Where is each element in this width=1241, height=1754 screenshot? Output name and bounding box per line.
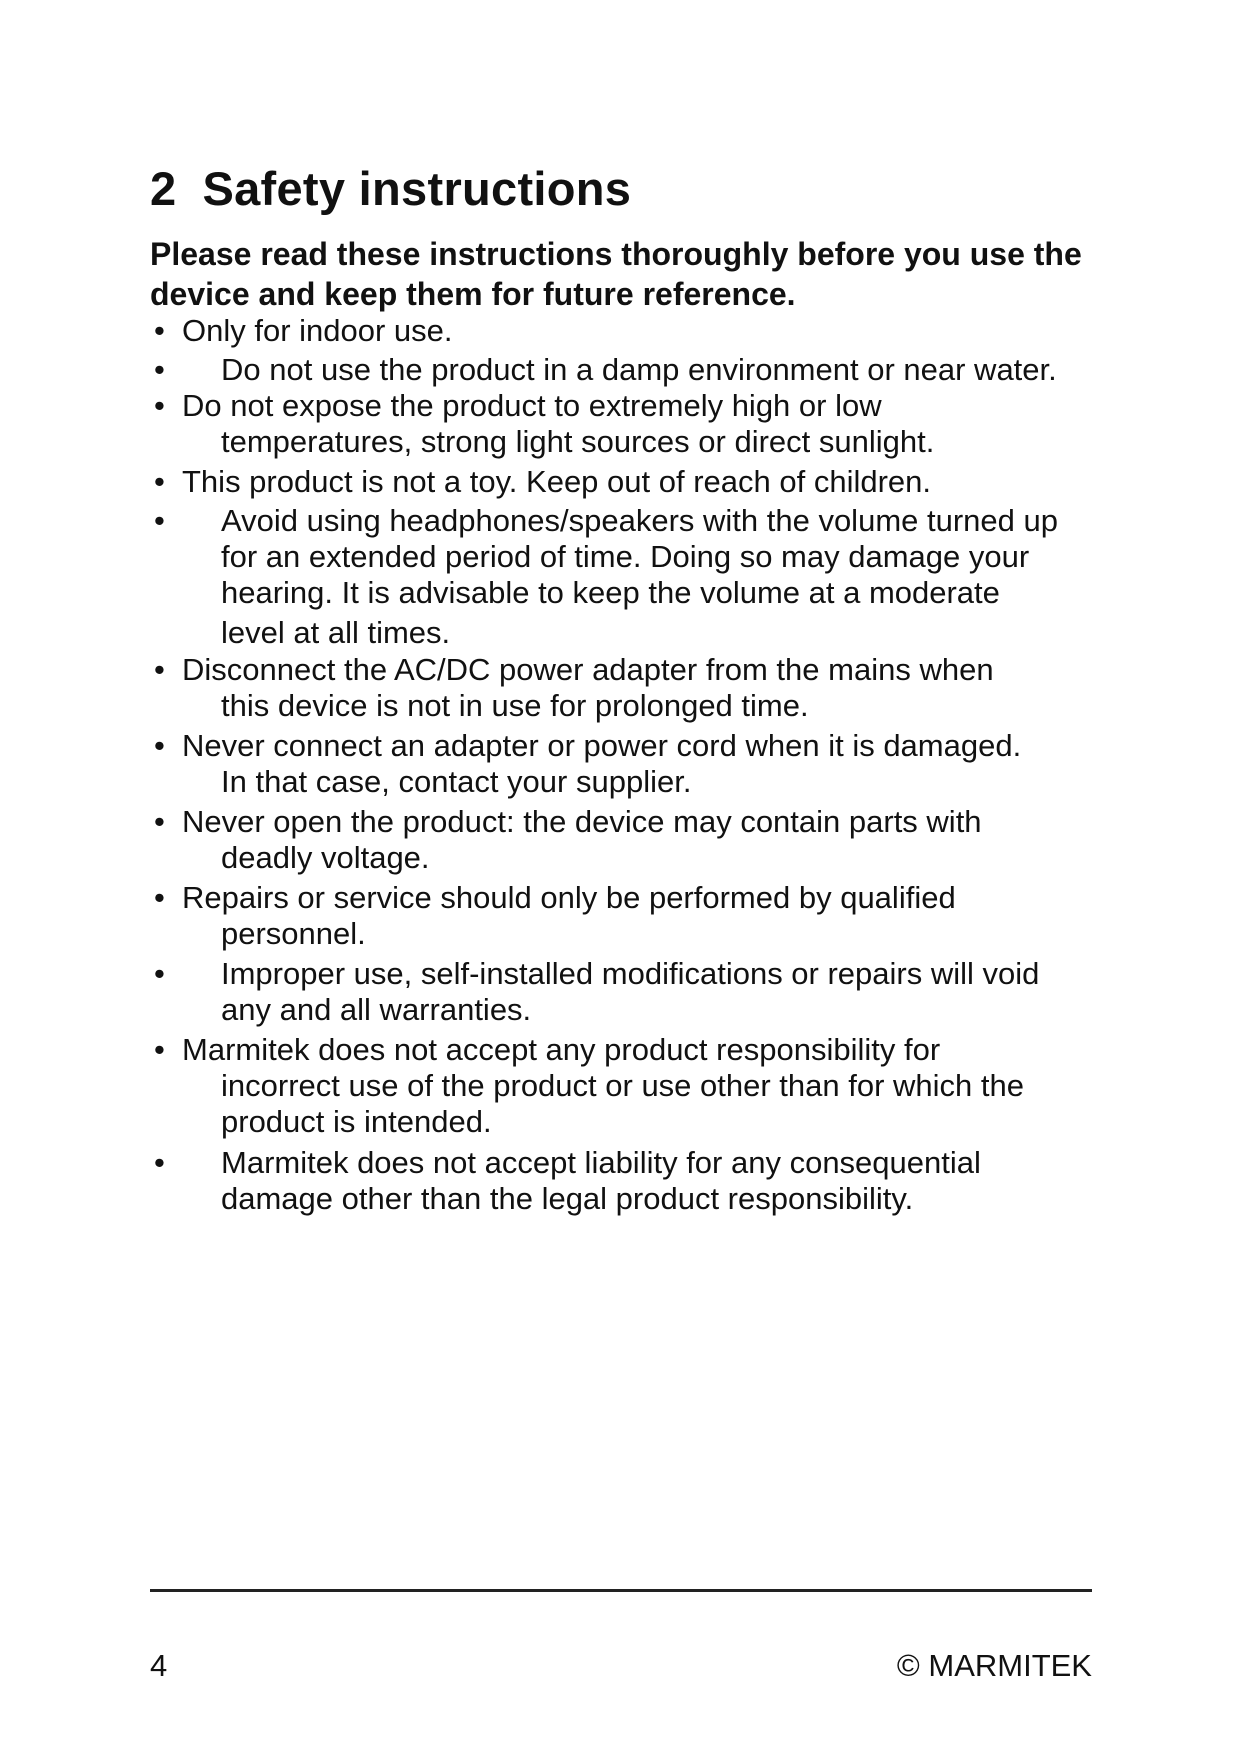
list-item-line: Only for indoor use. xyxy=(182,313,453,348)
bullet-icon: • xyxy=(154,956,165,991)
list-item-line: Never open the product: the device may contain parts with xyxy=(182,804,982,839)
section-title: Safety instructions xyxy=(202,162,632,215)
list-item-line: Never connect an adapter or power cord when it is damaged. xyxy=(182,728,1022,763)
list-item-line: Improper use, self-installed modifications or repairs will void xyxy=(221,956,1040,991)
bullet-icon: • xyxy=(154,503,165,538)
bullet-icon: • xyxy=(154,1145,165,1180)
list-item-line: personnel. xyxy=(221,916,366,951)
footer-divider xyxy=(150,1589,1092,1592)
list-item-line: Repairs or service should only be performed by qualified xyxy=(182,880,956,915)
bullet-icon: • xyxy=(154,352,165,387)
list-item-line: this device is not in use for prolonged time. xyxy=(221,688,809,723)
section-number: 2 xyxy=(150,162,177,215)
list-item-line: damage other than the legal product responsibility. xyxy=(221,1181,914,1216)
bullet-icon: • xyxy=(154,804,165,839)
copyright-text: © MARMITEK xyxy=(896,1648,1092,1683)
bullet-icon: • xyxy=(154,313,165,348)
bullet-icon: • xyxy=(154,728,165,763)
list-item-line: any and all warranties. xyxy=(221,992,532,1027)
list-item-line: Avoid using headphones/speakers with the volume turned up xyxy=(221,503,1058,538)
bullet-icon: • xyxy=(154,880,165,915)
list-item-line: level at all times. xyxy=(221,615,451,650)
list-item-line: hearing. It is advisable to keep the volume at a moderate xyxy=(221,575,1000,610)
list-item-line: incorrect use of the product or use other than for which the xyxy=(221,1068,1025,1103)
list-item-line: for an extended period of time. Doing so may damage your xyxy=(221,539,1030,574)
list-item-line: This product is not a toy. Keep out of reach of children. xyxy=(182,464,932,499)
intro-text: Please read these instructions thoroughly before you use the device and keep them for future reference. xyxy=(150,236,1082,312)
bullet-icon: • xyxy=(154,652,165,687)
list-item-line: product is intended. xyxy=(221,1104,492,1139)
section-heading xyxy=(150,162,632,215)
list-item-line: deadly voltage. xyxy=(221,840,430,875)
bullet-icon: • xyxy=(154,1032,165,1067)
list-item-line: Do not expose the product to extremely high or low xyxy=(182,388,882,423)
bullet-icon: • xyxy=(154,464,165,499)
list-item-line: Disconnect the AC/DC power adapter from the mains when xyxy=(182,652,994,687)
list-item-line: Marmitek does not accept any product responsibility for xyxy=(182,1032,941,1067)
list-item-line: In that case, contact your supplier. xyxy=(221,764,692,799)
page-number: 4 xyxy=(150,1648,168,1683)
list-item-line: Do not use the product in a damp environment or near water. xyxy=(221,352,1057,387)
list-item-line: temperatures, strong light sources or direct sunlight. xyxy=(221,424,935,459)
list-item-line: Marmitek does not accept liability for any consequential xyxy=(221,1145,981,1180)
bullet-icon: • xyxy=(154,388,165,423)
